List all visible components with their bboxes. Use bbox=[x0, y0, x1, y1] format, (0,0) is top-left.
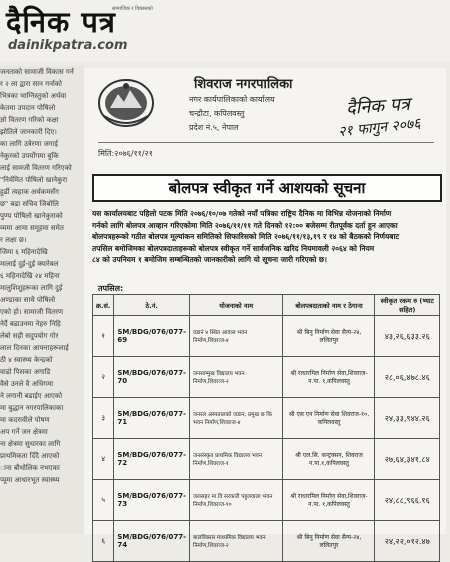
row-work: वडानं ४ स्थित आवास भवन निर्माण,शिवराज-४ bbox=[190, 316, 283, 357]
column-text-line: प्यूमा आधारभूत स्वास्थ्य bbox=[0, 476, 60, 484]
table-row bbox=[93, 480, 440, 521]
office-subtitle: नगर कार्यपालिकाको कार्यालय bbox=[189, 95, 275, 104]
column-text-line: र २ ला द्वारा सान गर्नाको bbox=[0, 80, 62, 88]
table-row bbox=[93, 316, 440, 357]
row-sn: १ bbox=[93, 316, 114, 357]
tender-table bbox=[92, 294, 440, 562]
table-row bbox=[93, 357, 440, 398]
row-amount: २४,२२,०१२.४७ bbox=[375, 521, 440, 562]
col-header-sn: क्र.सं. bbox=[93, 295, 114, 316]
row-work: जलसहर मा.वि सरकारी पहुलवाला भवन निर्माण,शिवराज-१० bbox=[190, 480, 283, 521]
table-row bbox=[93, 521, 440, 562]
column-text-line: प्राथमिकता दिँदै आएको bbox=[0, 452, 60, 460]
column-text-line: नेर्दै बढाउनमा नेहरु निहि bbox=[0, 320, 61, 328]
handwritten-paper-name: दैनिक पत्र bbox=[345, 93, 411, 120]
column-text-line: केतमा उपदान पोषिलो bbox=[0, 104, 56, 112]
notice-date: मिति:२०७६/११/२१ bbox=[98, 149, 153, 158]
column-text-line: लाल दिनका आफ्नाहरूलाई bbox=[0, 344, 69, 352]
notice-body-line: बोलपत्रहरूको गठीत बोलपत्र मूल्यांकन समितिको सिफारिसको मिति २०७६/११/१३,१९ र १४ को बैठकको निर्णयबाट bbox=[92, 232, 400, 242]
column-text-line: ाना बौधोलिक नभएका bbox=[0, 464, 60, 472]
newspaper-name: दैनिक पत्र bbox=[6, 5, 116, 39]
column-text-line: ६ महिनादेखि २४ महिना bbox=[0, 272, 60, 280]
table-header-row bbox=[93, 295, 440, 316]
row-firm: श्री एस एन निर्माण सेवा शिवराज-१०, कपिलवस्तु bbox=[283, 398, 375, 439]
office-province: प्रदेश नं.५, नेपाल bbox=[189, 123, 239, 132]
table-row bbox=[93, 439, 440, 480]
row-ref: SM/BDG/076/077-74 bbox=[114, 521, 190, 562]
column-text-line: नेकुरको उपर्योगमा बुकि bbox=[0, 152, 59, 160]
row-firm: श्री बिनु निर्माण सेवा सैन्य-२४, ललितपुर bbox=[283, 521, 375, 562]
row-work: जनसंस्कृत प्राथमिक विद्यालय भवन निर्माण,शिवराज-१ bbox=[190, 439, 283, 480]
row-firm: श्री बिनु निर्माण सेवा सैन्य-२४, ललितपुर bbox=[283, 316, 375, 357]
left-article-column bbox=[0, 66, 84, 534]
notice-body bbox=[92, 208, 438, 266]
column-text-line: व्यमा आमा समूहमा समेत bbox=[0, 224, 64, 232]
column-text-line: मा बुद्धान नगरपालिकाका bbox=[0, 404, 64, 412]
notice-body-line: यस कार्यालयबाट पहिलो पटक मिति २०७६/१०/०७ गतेको नयाँ पत्रिका राष्ट्रिय दैनिक मा विभिन्न योजनाको निर्माण bbox=[92, 209, 392, 218]
handwritten-date: २१ फागुन २०७६ bbox=[337, 115, 422, 141]
column-text-line: छ" बढा सचिव जिबोलि bbox=[0, 200, 59, 208]
column-text-line: मालुशिशुहरूका लागि दुई bbox=[0, 284, 63, 292]
notice-body-line: तपसिल बमोजिमका बोलपत्रदाताहरूको बोलपत्र स्वीकृत गर्ने सार्वजनिक खरिद नियमावली २०६४ को नियम bbox=[92, 243, 375, 253]
row-work: बालविकास माध्यमिक विद्यालय भवन निर्माण,शिवराज-२ bbox=[190, 521, 283, 562]
col-header-ref: ठे.नं. bbox=[114, 295, 190, 316]
column-text-line: जिमा ६ महिनादेखि bbox=[0, 248, 48, 256]
row-work: जनरल अस्पतालको जडान, प्रमुख छ कि भवन निर्माण,शिवराज-४ bbox=[190, 398, 283, 439]
column-text-line: ठी ४ स्वास्थ्य केन्द्रको bbox=[0, 356, 53, 364]
column-text-line: एको हो। सामाजी वितरण bbox=[0, 308, 64, 316]
office-address: चन्द्रौटा, कपिलवस्तु bbox=[189, 109, 245, 118]
column-text-line: ज्ञो वितरण गरिको कक्षा bbox=[0, 116, 59, 124]
column-text-line: र लक्षा छ। bbox=[0, 236, 27, 244]
masthead bbox=[0, 0, 450, 62]
column-text-line: अप गर्ने जन क्षेत्रमा bbox=[0, 428, 48, 436]
column-text-line: झोतिले जानकारी दिए। bbox=[0, 128, 57, 136]
row-ref: SM/BDG/076/077-69 bbox=[114, 316, 190, 357]
column-text-line: लेबो सही सदुपयोग गोर bbox=[0, 332, 59, 340]
col-header-firm: बोलपत्रदाताको नाम र ठेगाना bbox=[283, 295, 375, 316]
row-sn: ४ bbox=[93, 439, 114, 480]
row-firm: श्री राधारमिल निर्माण सेवा,शिवराज-न.पा. १,कपिलवस्तु bbox=[283, 357, 375, 398]
column-text-line: भित्रका भाग्निस्तुको अर्थवा bbox=[0, 92, 67, 100]
column-text-line: पुण्य पोषिलो खानेकुराको bbox=[0, 212, 63, 220]
col-header-work: योजनाको नाम bbox=[190, 295, 283, 316]
notice-body-line: ८४ को उपनियम १ बमोजिम सम्बन्धितको जानकारीको लागि यो सूचना जारी गरिएको छ। bbox=[92, 255, 327, 265]
row-amount: २४,८८,९६६.१६ bbox=[375, 480, 440, 521]
row-sn: ५ bbox=[93, 480, 114, 521]
row-sn: ३ bbox=[93, 398, 114, 439]
row-amount: २८,०६,४७८.४६ bbox=[375, 357, 440, 398]
column-text-line: ना क्षेत्रमा सुधारका लागि bbox=[0, 440, 61, 448]
row-sn: ६ bbox=[93, 521, 114, 562]
row-ref: SM/BDG/076/077-70 bbox=[114, 357, 190, 398]
column-text-line: अण्डाका साथै पोषिलो bbox=[0, 296, 56, 304]
column-text-line: ने लगानी बढाईए आएको bbox=[0, 392, 63, 400]
nepal-emblem-icon bbox=[96, 76, 156, 128]
column-text-line: हुर्ढी त्यहाक अर्थकमसँग bbox=[0, 188, 59, 196]
col-header-amount: स्वीकृत रकम रु (भ्याट सहित) bbox=[375, 295, 440, 316]
row-firm: श्री राधारमिल निर्माण सेवा,शिवराज-न.पा. १,कपिलवस्तु bbox=[283, 480, 375, 521]
header-divider bbox=[98, 142, 434, 143]
office-title: शिवराज नगरपालिका bbox=[194, 77, 293, 92]
column-text-line: वैसे उनले वै अधिगमा bbox=[0, 380, 54, 388]
column-text-line: लाई सामजी वितरण गरिएको bbox=[0, 164, 72, 172]
row-firm: श्री एल.सि. कन्ट्रक्सन, शिवराज न.पा.१,कपिलवस्तु bbox=[283, 439, 375, 480]
row-sn: २ bbox=[93, 357, 114, 398]
row-ref: SM/BDG/076/077-71 bbox=[114, 398, 190, 439]
row-amount: ४३,२६,६३३.२६ bbox=[375, 316, 440, 357]
row-amount: २७,६४,३४१.८४ bbox=[375, 439, 440, 480]
row-work: जनसाम्मुख विद्यालय भवन निर्माण,शिवराज-२ bbox=[190, 357, 283, 398]
public-notice bbox=[84, 68, 446, 549]
row-amount: २४,३३,९४४.२६ bbox=[375, 398, 440, 439]
notice-title: बोलपत्र स्वीकृत गर्ने आशयको सूचना bbox=[92, 174, 442, 202]
notice-body-line: गर्नको लागि बोलपत्र आव्हान गरिएकोमा मिति २०७६/११/११ गते दिनको १२:०० बजेसम्म रीतपूर्वक दर्ता हुन आएका bbox=[92, 220, 398, 230]
row-ref: SM/BDG/076/077-73 bbox=[114, 480, 190, 521]
list-heading: तपसिल: bbox=[98, 284, 124, 293]
newspaper-url: dainikpatra.com bbox=[8, 38, 128, 53]
column-text-line: मालाई दुई-दुई क्यारेबल bbox=[0, 260, 59, 268]
column-text-line: जनताको सामाजी विकास गर्न bbox=[0, 68, 74, 76]
table-row bbox=[93, 398, 440, 439]
masthead-tagline: सामाजिक र विकासको bbox=[112, 6, 153, 12]
column-text-line: वाढो पिसका अगाडि bbox=[0, 368, 51, 376]
column-text-line: "निर्यमित पोषिलो खानेकुरा bbox=[0, 176, 68, 184]
column-text-line: मा कदरावीले पोषण bbox=[0, 416, 50, 424]
row-ref: SM/BDG/076/077-72 bbox=[114, 439, 190, 480]
column-text-line: का लागि उत्रेरणा जगाई bbox=[0, 140, 58, 148]
